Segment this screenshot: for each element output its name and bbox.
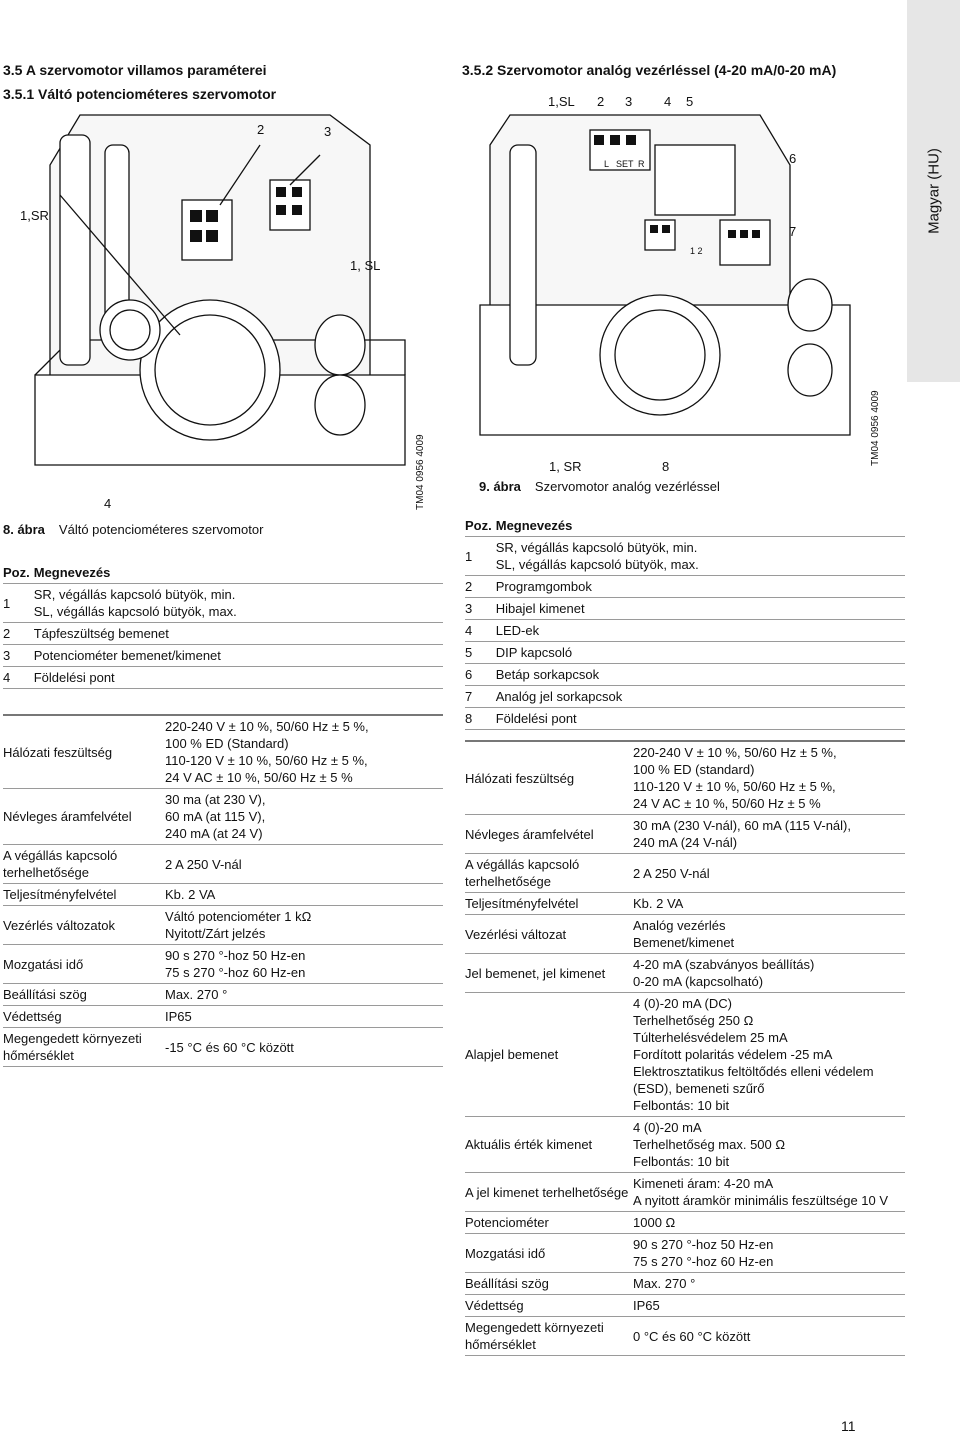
callout-1-sl: 1,SL xyxy=(548,94,575,109)
spec-row: Mozgatási idő 90 s 270 °-hoz 50 Hz-en 75 s 270 °-hoz 60 Hz-en xyxy=(3,945,443,984)
callout-1-sl: 1, SL xyxy=(350,258,381,273)
callout-8: 8 xyxy=(662,459,670,474)
position-table xyxy=(3,562,443,689)
spec-row: Teljesítményfelvétel Kb. 2 VA xyxy=(3,884,443,906)
callout-7: 7 xyxy=(789,224,797,239)
section-heading-right: 3.5.2 Szervomotor analóg vezérléssel (4-20 mA/0-20 mA) xyxy=(462,62,837,78)
board-l-label: L xyxy=(604,159,610,169)
figure-number: 8. ábra xyxy=(3,522,45,537)
spec-row: Védettség IP65 xyxy=(465,1295,905,1317)
callout-3: 3 xyxy=(324,124,332,139)
spec-row: Beállítási szög Max. 270 ° xyxy=(465,1273,905,1295)
language-tab-label: Magyar (HU) xyxy=(925,148,942,234)
page-number: 11 xyxy=(841,1418,856,1434)
spec-row: A jel kimenet terhelhetősége Kimeneti áram: 4-20 mA A nyitott áramkör minimális feszültsége 10 V xyxy=(465,1173,905,1212)
callout-3: 3 xyxy=(625,94,633,109)
col-pos: Poz. xyxy=(3,562,34,584)
spec-row: A végállás kapcsoló terhelhetősége 2 A 250 V-nál xyxy=(465,854,905,893)
callout-1-sr: 1,SR xyxy=(20,208,49,223)
table-row: 2 Tápfeszültség bemenet xyxy=(3,623,443,645)
spec-row: Hálózati feszültség 220-240 V ± 10 %, 50/60 Hz ± 5 %, 100 % ED (Standard) 110-120 V ± 10 %, 50/60 Hz ± 5 %, 24 V AC ± 10 %, 50/60 Hz ± 5 % xyxy=(3,715,443,789)
callout-6: 6 xyxy=(789,151,797,166)
spec-row: Teljesítményfelvétel Kb. 2 VA xyxy=(465,893,905,915)
spec-row: Beállítási szög Max. 270 ° xyxy=(3,984,443,1006)
subsection-heading: 3.5.1 Váltó potenciométeres szervomotor xyxy=(3,86,277,102)
figure-code: TM04 0956 4009 xyxy=(415,434,426,510)
spec-row: Vezérlési változat Analóg vezérlés Bemenet/kimenet xyxy=(465,915,905,954)
table-row: 5 DIP kapcsoló xyxy=(465,642,905,664)
figure-caption xyxy=(3,522,263,537)
col-pos: Poz. xyxy=(465,515,496,537)
col-name: Megnevezés xyxy=(34,562,443,584)
figure-title: Szervomotor analóg vezérléssel xyxy=(534,479,720,494)
spec-row: Megengedett környezeti hőmérséklet -15 °C és 60 °C között xyxy=(3,1028,443,1067)
figure-number: 9. ábra xyxy=(479,479,521,494)
figure-caption xyxy=(479,479,720,494)
table-row: 7 Analóg jel sorkapcsok xyxy=(465,686,905,708)
table-row: 4 Földelési pont xyxy=(3,667,443,689)
dip-label: 1 2 xyxy=(690,246,703,256)
table-row: 8 Földelési pont xyxy=(465,708,905,730)
spec-table xyxy=(465,740,905,1356)
callout-2: 2 xyxy=(597,94,605,109)
figure-code: TM04 0956 4009 xyxy=(870,390,881,466)
table-row: 1 SR, végállás kapcsoló bütyök, min. SL, végállás kapcsoló bütyök, max. xyxy=(3,584,443,623)
position-table xyxy=(465,515,905,730)
spec-row: Megengedett környezeti hőmérséklet 0 °C és 60 °C között xyxy=(465,1317,905,1356)
spec-table xyxy=(3,714,443,1067)
section-heading: 3.5 A szervomotor villamos paraméterei xyxy=(3,62,267,78)
spec-row: Névleges áramfelvétel 30 ma (at 230 V), 60 mA (at 115 V), 240 mA (at 24 V) xyxy=(3,789,443,845)
table-row: 3 Hibajel kimenet xyxy=(465,598,905,620)
table-row: 2 Programgombok xyxy=(465,576,905,598)
spec-row: Potenciométer 1000 Ω xyxy=(465,1212,905,1234)
spec-row: Névleges áramfelvétel 30 mA (230 V-nál), 60 mA (115 V-nál), 240 mA (24 V-nál) xyxy=(465,815,905,854)
spec-row: Alapjel bemenet 4 (0)-20 mA (DC) Terhelhetőség 250 Ω Túlterhelésvédelem 25 mA Fordított polaritás védelem -25 mA Elektrosztatikus feltöltődés elleni védelem (ESD), bemeneti szűrő Felbontás: 10 bit xyxy=(465,993,905,1117)
callout-1-sr: 1, SR xyxy=(549,459,582,474)
spec-row: Mozgatási idő 90 s 270 °-hoz 50 Hz-en 75 s 270 °-hoz 60 Hz-en xyxy=(465,1234,905,1273)
col-name: Megnevezés xyxy=(496,515,905,537)
servomotor-analog-drawing xyxy=(470,105,870,445)
language-tab xyxy=(907,0,960,382)
spec-row: Hálózati feszültség 220-240 V ± 10 %, 50/60 Hz ± 5 %, 100 % ED (standard) 110-120 V ± 10 %, 50/60 Hz ± 5 %, 24 V AC ± 10 %, 50/60 Hz ± 5 % xyxy=(465,741,905,815)
callout-5: 5 xyxy=(686,94,694,109)
table-row: 4 LED-ek xyxy=(465,620,905,642)
spec-row: Aktuális érték kimenet 4 (0)-20 mA Terhelhetőség max. 500 Ω Felbontás: 10 bit xyxy=(465,1117,905,1173)
table-row: 3 Potenciométer bemenet/kimenet xyxy=(3,645,443,667)
spec-row: A végállás kapcsoló terhelhetősége 2 A 250 V-nál xyxy=(3,845,443,884)
servomotor-potentiometer-drawing xyxy=(10,105,420,515)
table-row: 6 Betáp sorkapcsok xyxy=(465,664,905,686)
callout-4: 4 xyxy=(664,94,672,109)
spec-row: Vezérlés változatok Váltó potenciométer 1 kΩ Nyitott/Zárt jelzés xyxy=(3,906,443,945)
callout-4: 4 xyxy=(104,496,112,511)
board-set-label: SET xyxy=(616,159,634,169)
table-row: 1 SR, végállás kapcsoló bütyök, min. SL, végállás kapcsoló bütyök, max. xyxy=(465,537,905,576)
spec-row: Védettség IP65 xyxy=(3,1006,443,1028)
callout-2: 2 xyxy=(257,122,265,137)
spec-row: Jel bemenet, jel kimenet 4-20 mA (szabványos beállítás) 0-20 mA (kapcsolható) xyxy=(465,954,905,993)
figure-title: Váltó potenciométeres szervomotor xyxy=(58,522,264,537)
board-r-label: R xyxy=(638,159,645,169)
